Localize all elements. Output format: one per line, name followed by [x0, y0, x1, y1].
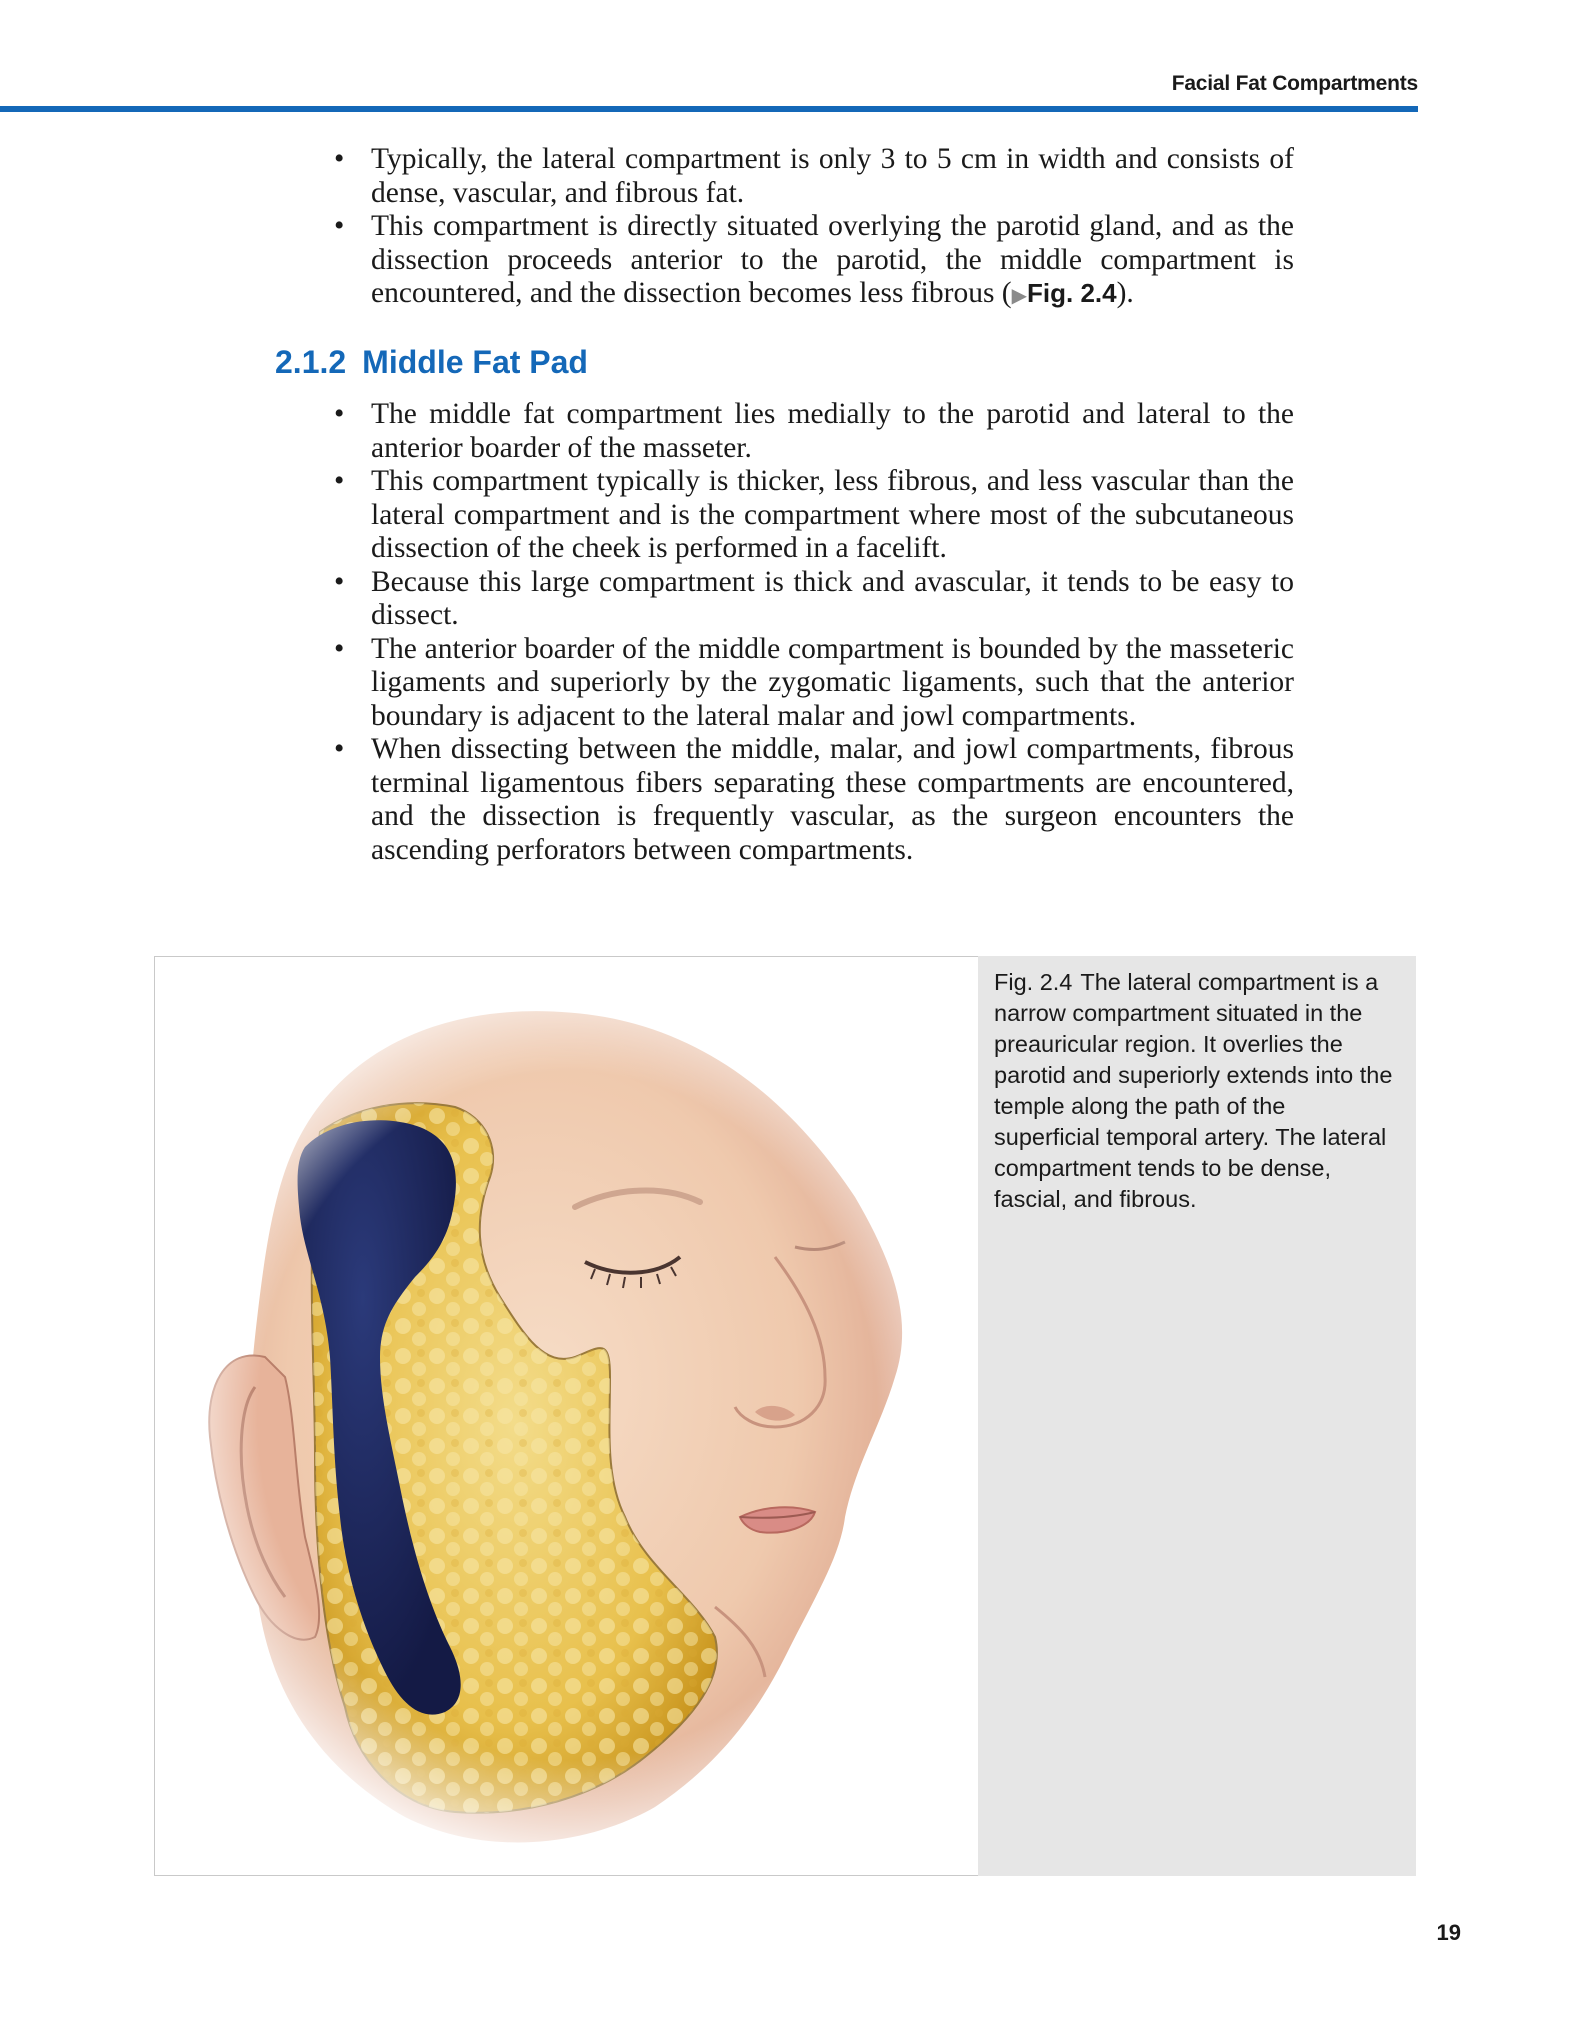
bullet-text: Typically, the lateral compartment is only 3 to 5 cm in width and consists of dense, vascular, and fibrous fat.: [371, 143, 1294, 209]
figure-illustration: [154, 956, 981, 1876]
section-heading: [275, 344, 588, 381]
bullet-text: Because this large compartment is thick and avascular, it tends to be easy to dissect.: [371, 565, 1294, 631]
list-item: [334, 210, 1294, 313]
bullet-text: The middle fat compartment lies medially to the parotid and lateral to the anterior boarder of the masseter.: [371, 398, 1294, 464]
list-item: [334, 465, 1294, 566]
list-item: [334, 398, 1294, 465]
face-illustration: [155, 957, 980, 1875]
bullet-text: When dissecting between the middle, malar, and jowl compartments, fibrous terminal ligamentous fibers separating these compartments are encountered, and the dissection is frequently vascular, as the surgeon encounters the ascending perforators between compartments.: [371, 733, 1294, 866]
figure-reference-arrow-icon: ▶: [1011, 283, 1028, 307]
bullet-text: This compartment is directly situated overlying the parotid gland, and as the dissection proceeds anterior to the parotid, the middle compartment is encountered, and the dissection becomes less fibrous (: [371, 210, 1294, 309]
bullet-text: The anterior boarder of the middle compartment is bounded by the masseteric ligaments and superiorly by the zygomatic ligaments, such that the anterior boundary is adjacent to the lateral malar and jowl compartments.: [371, 632, 1294, 732]
figure-reference-link[interactable]: Fig. 2.4: [1027, 278, 1117, 308]
figure-caption: [978, 956, 1416, 1876]
list-item: [334, 566, 1294, 633]
section-title: Middle Fat Pad: [362, 344, 588, 380]
list-item: [334, 143, 1294, 210]
header-rule: [0, 106, 1418, 112]
caption-text: The lateral compartment is a narrow compartment situated in the preauricular region. It overlies the parotid and superiorly extends into the temple along the path of the superficial temporal artery. The lateral compartment tends to be dense, fascial, and fibrous.: [994, 969, 1393, 1212]
vignette: [155, 957, 980, 1875]
figure-reference-close: ).: [1116, 277, 1134, 309]
list-item: [334, 733, 1294, 867]
middle-fat-pad-bullet-list: [334, 398, 1294, 867]
page-number: 19: [1436, 1920, 1461, 1945]
intro-bullet-list: [334, 143, 1294, 313]
bullet-text: This compartment typically is thicker, less fibrous, and less vascular than the lateral compartment and is the compartment where most of the subcutaneous dissection of the cheek is performed in a facelift.: [371, 465, 1294, 564]
section-number: 2.1.2: [275, 344, 347, 380]
caption-label: Fig. 2.4: [994, 969, 1073, 995]
running-header: Facial Fat Compartments: [1171, 72, 1418, 95]
list-item: [334, 633, 1294, 734]
